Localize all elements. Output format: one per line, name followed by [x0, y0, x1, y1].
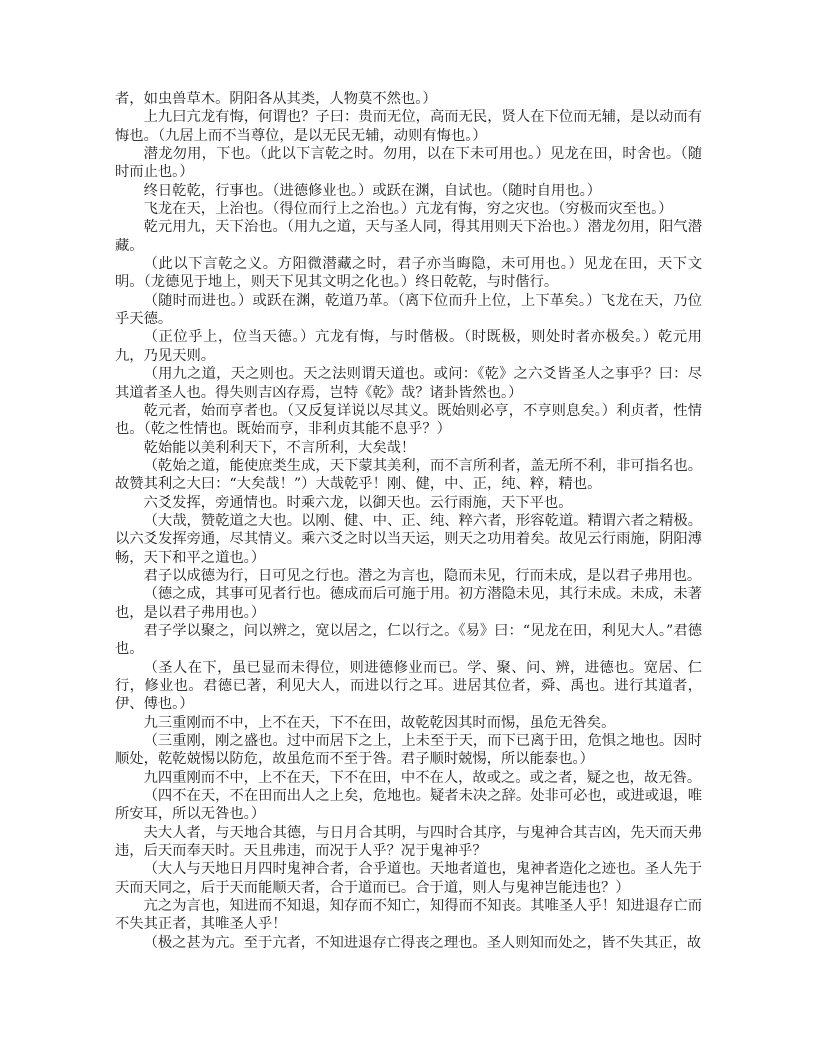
paragraph: 终日乾乾，行事也。（进德修业也。）或跃在渊，自试也。（随时自用也。）	[143, 182, 602, 199]
paragraph: （用九之道，天之则也。天之法则谓天道也。或问：《乾》之六爻皆圣人之事乎？曰：尽其道者圣人也。得失则吉凶存焉，岂特《乾》哉？诸卦皆然也。）	[115, 366, 702, 401]
paragraph: （德之成，其事可见者行也。德成而后可施于用。初方潜隐未见，其行未成。未成，未著也，是以君子弗用也。）	[115, 586, 702, 621]
paragraph: 九三重刚而不中，上不在天，下不在田，故乾乾因其时而惕，虽危无咎矣。	[143, 714, 616, 731]
paragraph: 乾始能以美利利天下，不言所利，大矣哉！	[143, 439, 416, 456]
paragraph: （正位乎上，位当天德。）亢龙有悔，与时偕极。（时既极，则处时者亦极矣。）乾元用九，乃见天则。	[115, 329, 702, 364]
paragraph: 潜龙勿用，下也。（此以下言乾之时。勿用，以在下未可用也。）见龙在田，时舍也。（随时而止也。）	[115, 146, 702, 181]
paragraph: （乾始之道，能使庶类生成，天下蒙其美利，而不言所利者，盖无所不利，非可指名也。故赞其利之大曰：“大矣哉！”）大哉乾乎！刚、健，中、正，纯、粹，精也。	[115, 457, 702, 493]
document-text-body	[115, 90, 702, 952]
paragraph: 上九曰亢龙有悔，何谓也？子曰：贵而无位，高而无民，贤人在下位而无辅，是以动而有悔也。（九居上而不当尊位，是以无民无辅，动则有悔也。）	[115, 109, 702, 144]
paragraph: 亢之为言也，知进而不知退，知存而不知亡，知得而不知丧。其唯圣人乎！知进退存亡而不失其正者，其唯圣人乎！	[115, 898, 702, 933]
paragraph: 六爻发挥，旁通情也。时乘六龙，以御天也。云行雨施，天下平也。	[143, 494, 573, 511]
paragraph: 者，如虫兽草木。阴阳各从其类，人物莫不然也。）	[115, 91, 437, 107]
paragraph: （圣人在下，虽已显而未得位，则进德修业而已。学、聚、问、辨，进德也。宽居、仁行，修业也。君德已著，利见大人，而进以行之耳。进居其位者，舜、禹也。进行其道者，伊、傅也。）	[115, 659, 702, 713]
paragraph: （极之甚为亢。至于亢者，不知进退存亡得丧之理也。圣人则知而处之，皆不失其正，故	[143, 934, 702, 951]
paragraph: 九四重刚而不中，上不在天，下不在田，中不在人，故或之。或之者，疑之也，故无咎。	[143, 769, 702, 786]
paragraph: 夫大人者，与天地合其德，与日月合其明，与四时合其序，与鬼神合其吉凶，先天而天弗违，后天而奉天时。天且弗违，而况于人乎？况于鬼神乎？	[115, 824, 702, 860]
paragraph: 飞龙在天，上治也。（得位而行上之治也。）亢龙有悔，穷之灾也。（穷极而灾至也。）	[143, 201, 673, 218]
paragraph: （三重刚，刚之盛也。过中而居下之上，上未至于天，而下已离于田，危惧之地也。因时顺处，乾乾兢惕以防危，故虽危而不至于咎。君子顺时兢惕，所以能泰也。）	[115, 733, 702, 768]
paragraph: 君子以成德为行，日可见之行也。潜之为言也，隐而未见，行而未成，是以君子弗用也。	[143, 567, 702, 584]
paragraph: 君子学以聚之，问以辨之，宽以居之，仁以行之。《易》曰：“见龙在田，利见大人。”君德也。	[115, 622, 702, 658]
paragraph: （四不在天，不在田而出人之上矣，危地也。疑者未决之辞。处非可必也，或进或退，唯所安耳，所以无咎也。）	[115, 788, 702, 823]
paragraph: 乾元者，始而亨者也。（又反复详说以尽其义。既始则必亨，不亨则息矣。）利贞者，性情也。（乾之性情也。既始而亨，非利贞其能不息乎？）	[115, 402, 702, 438]
paragraph: （此以下言乾之义。方阳微潜藏之时，君子亦当晦隐，未可用也。）见龙在田，天下文明。（龙德见于地上，则天下见其文明之化也。）终日乾乾，与时偕行。	[115, 256, 702, 291]
paragraph: （随时而进也。）或跃在渊，乾道乃革。（离下位而升上位，上下革矣。）飞龙在天，乃位乎天德。	[115, 292, 702, 328]
paragraph: （大哉，赞乾道之大也。以刚、健、中、正、纯、粹六者，形容乾道。精谓六者之精极。以六爻发挥旁通，尽其情义。乘六爻之时以当天运，则天之功用着矣。故见云行雨施，阴阳溥畅，天下和平之道也。）	[115, 512, 702, 566]
paragraph: 乾元用九，天下治也。（用九之道，天与圣人同，得其用则天下治也。）潜龙勿用，阳气潜藏。	[115, 219, 702, 254]
paragraph: （大人与天地日月四时鬼神合者，合乎道也。天地者道也，鬼神者造化之迹也。圣人先于天而天同之，后于天而能顺天者，合于道而已。合于道，则人与鬼神岂能违也？）	[115, 861, 702, 896]
